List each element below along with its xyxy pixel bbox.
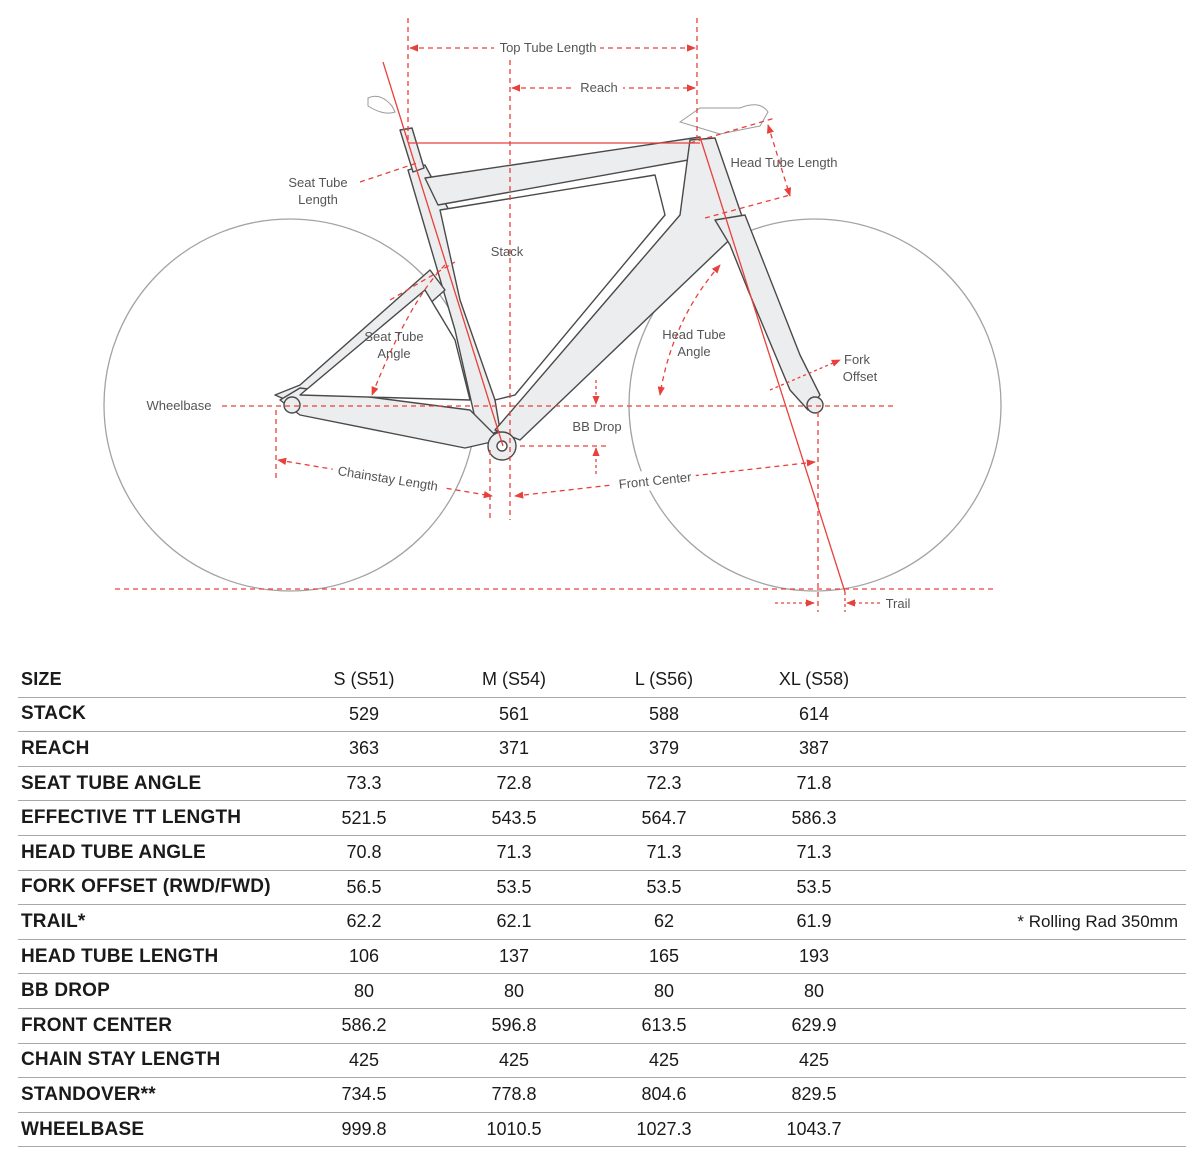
row-value: 62 (589, 905, 739, 940)
row-note: * Rolling Rad 350mm (889, 905, 1186, 940)
label-fork-offset-1: Fork (844, 352, 870, 367)
row-value: 62.2 (289, 905, 439, 940)
row-value: 53.5 (589, 870, 739, 905)
table-row (18, 939, 1186, 974)
label-head-tube-angle-1: Head Tube (662, 327, 726, 342)
row-value: 56.5 (289, 870, 439, 905)
row-label: TRAIL* (18, 905, 289, 940)
label-reach: Reach (580, 80, 618, 95)
row-value: 71.3 (739, 835, 889, 870)
row-value: 71.3 (589, 835, 739, 870)
label-seat-tube-length-1: Seat Tube (288, 175, 348, 190)
row-value: 588 (589, 697, 739, 732)
label-seat-tube-angle-2: Angle (377, 346, 411, 361)
table-row (18, 732, 1186, 767)
row-note (889, 835, 1186, 870)
row-label: EFFECTIVE TT LENGTH (18, 801, 289, 836)
row-label: SEAT TUBE ANGLE (18, 766, 289, 801)
row-value: 53.5 (439, 870, 589, 905)
row-value: 165 (589, 939, 739, 974)
row-value: 1027.3 (589, 1112, 739, 1147)
row-label: FRONT CENTER (18, 1008, 289, 1043)
row-value: 596.8 (439, 1008, 589, 1043)
bike-frame (275, 128, 823, 460)
table-row (18, 766, 1186, 801)
row-value: 371 (439, 732, 589, 767)
row-value: 829.5 (739, 1078, 889, 1113)
row-value: 425 (439, 1043, 589, 1078)
row-label: CHAIN STAY LENGTH (18, 1043, 289, 1078)
row-value: 80 (439, 974, 589, 1009)
row-value: 137 (439, 939, 589, 974)
label-trail: Trail (885, 596, 911, 611)
header-size: L (S56) (589, 663, 739, 697)
row-value: 379 (589, 732, 739, 767)
row-label: BB DROP (18, 974, 289, 1009)
row-value: 425 (589, 1043, 739, 1078)
row-note (889, 697, 1186, 732)
row-value: 72.8 (439, 766, 589, 801)
row-note (889, 1008, 1186, 1043)
row-value: 564.7 (589, 801, 739, 836)
row-note (889, 974, 1186, 1009)
row-value: 1010.5 (439, 1112, 589, 1147)
row-note (889, 939, 1186, 974)
row-value: 734.5 (289, 1078, 439, 1113)
table-row (18, 1008, 1186, 1043)
label-bb-drop: BB Drop (572, 419, 622, 434)
row-value: 586.3 (739, 801, 889, 836)
row-value: 53.5 (739, 870, 889, 905)
table-row (18, 905, 1186, 940)
stem (680, 105, 768, 134)
row-value: 71.8 (739, 766, 889, 801)
row-value: 80 (739, 974, 889, 1009)
table-row (18, 1078, 1186, 1113)
header-size: XL (S58) (739, 663, 889, 697)
table-row (18, 697, 1186, 732)
row-note (889, 1112, 1186, 1147)
row-value: 62.1 (439, 905, 589, 940)
row-value: 70.8 (289, 835, 439, 870)
row-value: 529 (289, 697, 439, 732)
saddle (368, 96, 395, 113)
header-size: S (S51) (289, 663, 439, 697)
row-label: WHEELBASE (18, 1112, 289, 1147)
row-value: 425 (739, 1043, 889, 1078)
row-value: 521.5 (289, 801, 439, 836)
header-label: SIZE (18, 663, 289, 697)
row-value: 999.8 (289, 1112, 439, 1147)
label-head-tube-angle-2: Angle (677, 344, 711, 359)
row-value: 1043.7 (739, 1112, 889, 1147)
row-note (889, 801, 1186, 836)
row-value: 73.3 (289, 766, 439, 801)
row-label: FORK OFFSET (RWD/FWD) (18, 870, 289, 905)
row-note (889, 1078, 1186, 1113)
row-value: 106 (289, 939, 439, 974)
row-note (889, 732, 1186, 767)
row-value: 80 (289, 974, 439, 1009)
table-row (18, 801, 1186, 836)
row-label: STACK (18, 697, 289, 732)
table-header-row (18, 663, 1186, 697)
row-value: 804.6 (589, 1078, 739, 1113)
row-value: 363 (289, 732, 439, 767)
table-row (18, 1112, 1186, 1147)
row-label: HEAD TUBE LENGTH (18, 939, 289, 974)
row-value: 71.3 (439, 835, 589, 870)
table-row (18, 1043, 1186, 1078)
row-value: 61.9 (739, 905, 889, 940)
row-label: REACH (18, 732, 289, 767)
row-label: HEAD TUBE ANGLE (18, 835, 289, 870)
header-note (889, 663, 1186, 697)
label-stack: Stack (490, 244, 524, 259)
header-size: M (S54) (439, 663, 589, 697)
table-row (18, 870, 1186, 905)
label-front-center: Front Center (617, 469, 693, 492)
row-value: 80 (589, 974, 739, 1009)
row-value: 629.9 (739, 1008, 889, 1043)
label-head-tube-length: Head Tube Length (730, 155, 838, 170)
label-seat-tube-length-2: Length (298, 192, 338, 207)
row-label: STANDOVER** (18, 1078, 289, 1113)
row-value: 778.8 (439, 1078, 589, 1113)
row-value: 425 (289, 1043, 439, 1078)
table-row (18, 974, 1186, 1009)
row-value: 72.3 (589, 766, 739, 801)
row-note (889, 1043, 1186, 1078)
row-value: 387 (739, 732, 889, 767)
row-value: 561 (439, 697, 589, 732)
table-row (18, 835, 1186, 870)
label-fork-offset-2: Offset (842, 369, 878, 384)
label-top-tube-length: Top Tube Length (499, 40, 597, 55)
row-value: 613.5 (589, 1008, 739, 1043)
label-wheelbase: Wheelbase (146, 398, 212, 413)
label-seat-tube-angle-1: Seat Tube (364, 329, 424, 344)
geometry-table (18, 663, 1186, 1147)
row-value: 586.2 (289, 1008, 439, 1043)
row-value: 614 (739, 697, 889, 732)
row-note (889, 766, 1186, 801)
label-chainstay-length: Chainstay Length (336, 463, 440, 494)
row-value: 193 (739, 939, 889, 974)
row-note (889, 870, 1186, 905)
row-value: 543.5 (439, 801, 589, 836)
